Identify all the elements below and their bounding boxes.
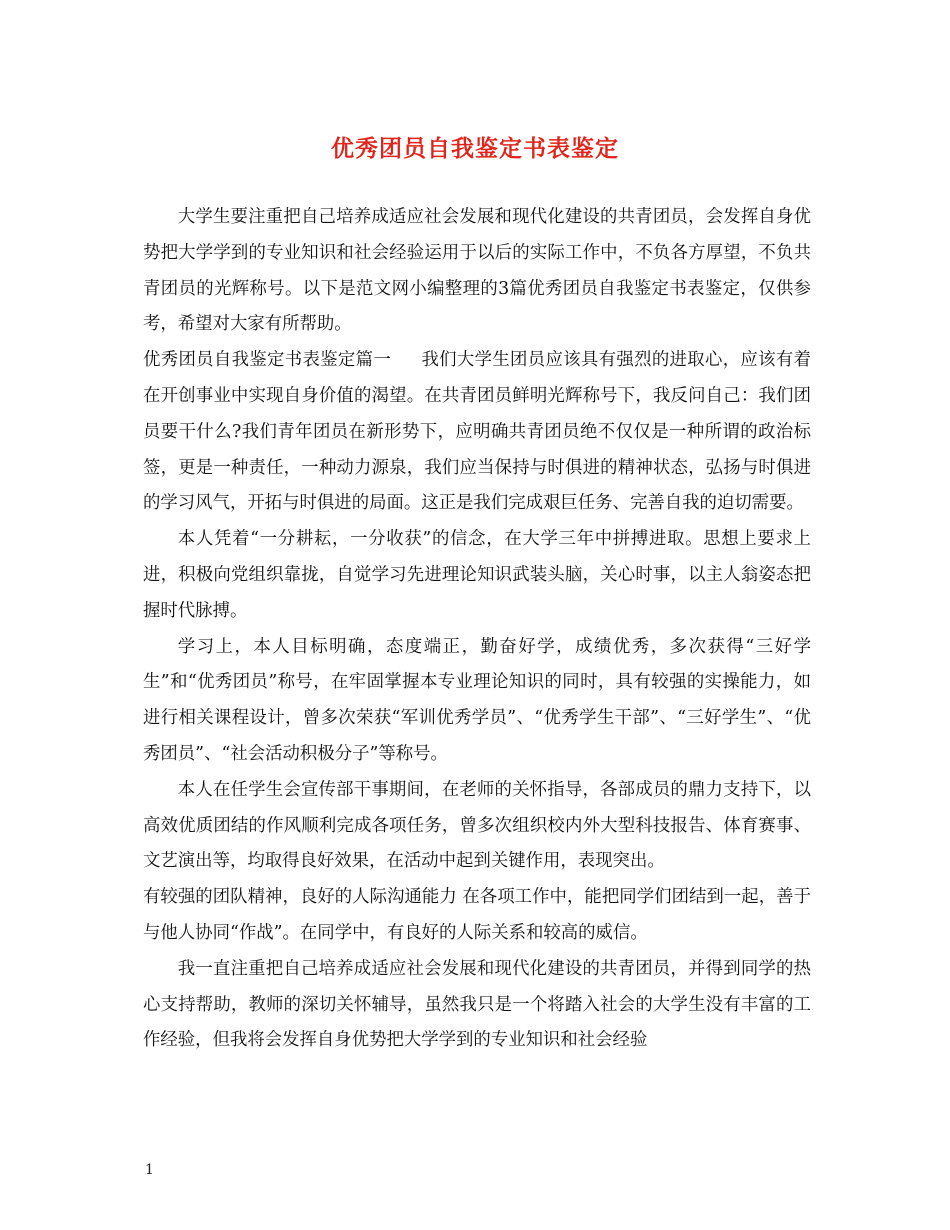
document-title: 优秀团员自我鉴定书表鉴定 [331, 135, 619, 162]
section-heading: 优秀团员自我鉴定书表鉴定篇一 [143, 350, 392, 371]
section-one-paragraph [143, 343, 811, 522]
team-spirit-paragraph: 有较强的团队精神，良好的人际沟通能力 在各项工作中，能把同学们团结到一起，善于与他人协同“作战”。在同学中，有良好的人际关系和较高的威信。 [143, 887, 811, 943]
intro-paragraph: 大学生要注重把自己培养成适应社会发展和现代化建设的共青团员，会发挥自身优势把大学学到的专业知识和社会经验运用于以后的实际工作中，不负各方厚望，不负共青团员的光辉称号。以下是范文网小编整理的3篇优秀团员自我鉴定书表鉴定，仅供参考，希望对大家有所帮助。 [143, 207, 811, 335]
page-number: 1 [145, 1162, 154, 1178]
section-first-text: 我们大学生团员应该具有强烈的进取心，应该有着在开创事业中实现自身价值的渴望。在共青团员鲜明光辉称号下，我反问自己：我们团员要干什么?我们青年团员在新形势下，应明确共青团员绝不仅仅是一种所谓的政治标签，更是一种责任，一种动力源泉，我们应当保持与时俱进的精神状态，弘扬与时俱进的学习风气，开拓与时俱进的局面。这正是我们完成艰巨任务、完善自我的迫切需要。 [143, 350, 811, 514]
body-paragraph: 学习上，本人目标明确，态度端正，勤奋好学，成绩优秀，多次获得“三好学生”和“优秀团员”称号，在牢固掌握本专业理论知识的同时，具有较强的实操能力，如进行相关课程设计，曾多次荣获“军训优秀学员”、“优秀学生干部”、“三好学生”、“优秀团员”、“社会活动积极分子”等称号。 [143, 636, 811, 764]
body-paragraph: 本人凭着“一分耕耘，一分收获”的信念，在大学三年中拼搏进取。思想上要求上进，积极向党组织靠拢，自觉学习先进理论知识武装头脑，关心时事，以主人翁姿态把握时代脉搏。 [143, 529, 811, 621]
document-body [143, 200, 811, 1059]
body-paragraph: 本人在任学生会宣传部干事期间，在老师的关怀指导，各部成员的鼎力支持下，以高效优质团结的作风顺利完成各项任务，曾多次组织校内外大型科技报告、体育赛事、文艺演出等，均取得良好效果，在活动中起到关键作用，表现突出。 [143, 779, 811, 872]
closing-paragraph: 我一直注重把自己培养成适应社会发展和现代化建设的共青团员，并得到同学的热心支持帮助，教师的深切关怀辅导，虽然我只是一个将踏入社会的大学生没有丰富的工作经验，但我将会发挥自身优势把大学学到的专业知识和社会经验 [143, 958, 811, 1051]
